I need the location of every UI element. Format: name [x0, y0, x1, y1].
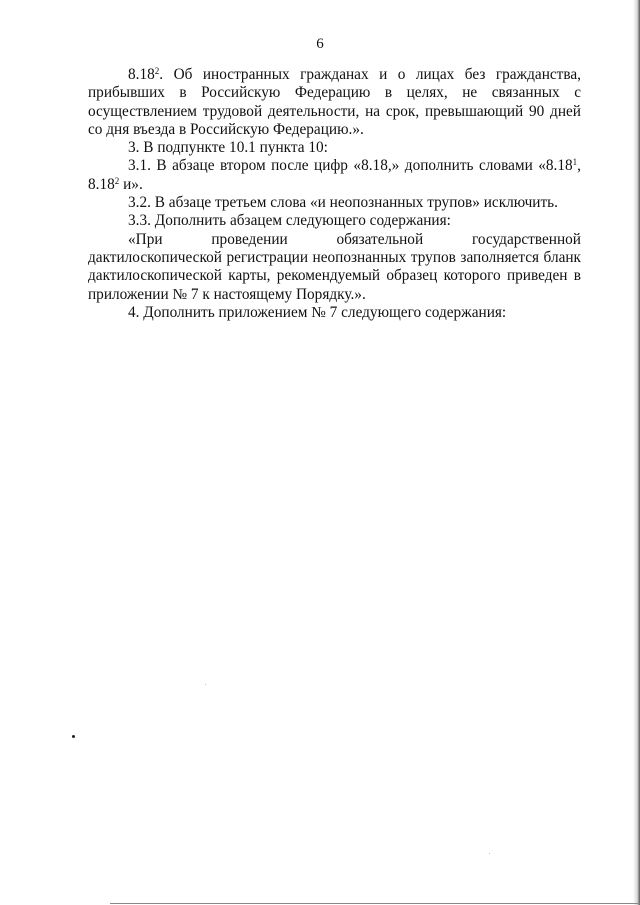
scan-edge-line	[110, 903, 640, 904]
page-number: 6	[316, 36, 324, 52]
paragraph-p-3	[88, 139, 581, 157]
text-run: 4. Дополнить приложением № 7 следующего содержания:	[128, 303, 507, 321]
text-run: 3.1. В абзаце втором после цифр «8.18,» дополнить словами «8.18	[128, 157, 573, 175]
document-body	[88, 66, 581, 322]
scan-speck	[72, 735, 75, 738]
text-run: , 8.18	[88, 157, 581, 193]
text-run: . Об иностранных гражданах и о лицах без гражданства, прибывших в Российскую Федерацию в целях, не связанных с осуществлением трудовой деятельности, на срок, превышающий 90 дней со дня въезда в Российскую Федерацию.».	[88, 66, 581, 138]
paragraph-p-3-1	[88, 157, 581, 194]
paragraph-p-4	[88, 304, 581, 322]
scan-edge-shadow	[633, 0, 640, 905]
text-run: 3. В подпункте 10.1 пункта 10:	[128, 139, 328, 157]
paragraph-p-quote	[88, 231, 581, 304]
paragraph-p-3-3	[88, 212, 581, 230]
scan-speck	[205, 684, 206, 685]
superscript: 2	[154, 66, 160, 76]
text-run: «При проведении обязательной государственной дактилоскопической регистрации неопознанных трупов заполняется бланк дактилоскопической карты, рекомендуемый образец которого приведен в приложении № 7 к настоящему Порядку.».	[88, 230, 581, 303]
scan-speck	[489, 853, 490, 854]
text-run: 3.3. Дополнить абзацем следующего содержания:	[128, 212, 451, 230]
superscript: 2	[114, 175, 120, 186]
paragraph-p-8-18-2	[88, 66, 581, 139]
text-run: 3.2. В абзаце третьем слова «и неопознанных трупов» исключить.	[128, 194, 558, 212]
paragraph-p-3-2	[88, 194, 581, 212]
text-run: 8.18	[128, 66, 155, 83]
superscript: 1	[572, 157, 578, 168]
text-run: и».	[119, 175, 143, 193]
